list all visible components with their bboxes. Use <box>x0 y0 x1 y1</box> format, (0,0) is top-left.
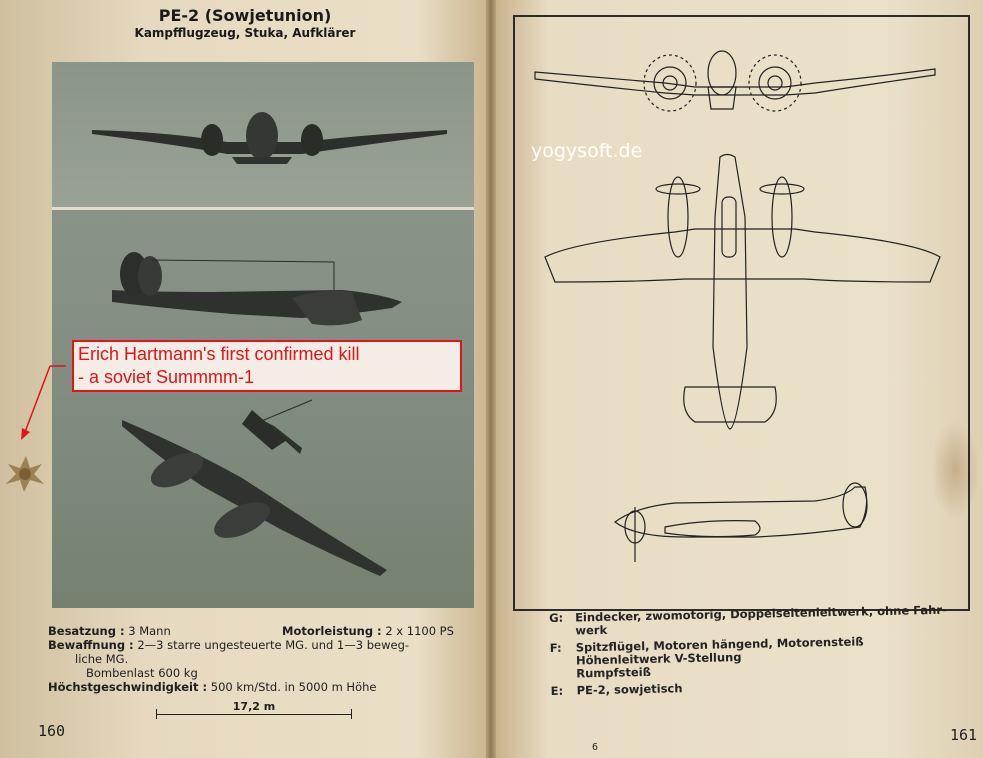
specifications <box>48 624 468 694</box>
footer-mark: 6 <box>592 742 599 753</box>
bomb-load: Bombenlast 600 kg <box>86 666 198 680</box>
aircraft-side-and-top-photo <box>52 210 474 608</box>
silhouette-frame <box>513 15 970 611</box>
max-speed-value: 500 km/Std. in 5000 m Höhe <box>210 680 377 694</box>
annotation-box <box>72 340 462 392</box>
left-page-number: 160 <box>38 722 66 740</box>
scale-tick-right <box>351 709 352 719</box>
note-f-text: Spitzflügel, Motoren hängend, Motorensteiß <box>575 634 864 655</box>
page-title: PE-2 (Sowjetunion) <box>158 6 332 25</box>
note-g-key: G: <box>548 610 564 625</box>
armament-label: Bewaffnung : <box>48 638 134 652</box>
annotation-line-1: Erich Hartmann's first confirmed kill <box>78 344 360 364</box>
photo-front-view <box>52 62 474 208</box>
arrow-icon <box>0 360 80 510</box>
scale-tick-left <box>156 709 157 719</box>
recognition-notes <box>549 603 971 702</box>
note-f-cont: Höhenleitwerk V-Stellung <box>575 649 742 668</box>
aircraft-front-photo <box>52 62 474 208</box>
note-g-cont: werk <box>575 622 608 638</box>
watermark: yogysoft.de <box>531 140 643 162</box>
max-speed-label: Höchstgeschwindigkeit : <box>48 680 208 694</box>
right-page-number: 161 <box>950 726 978 744</box>
armament-value-2: liche MG. <box>75 652 129 666</box>
note-g-text: Eindecker, zwomotorig, Doppelseitenleitwerk, ohne Fahr- <box>574 602 947 625</box>
crew-label: Besatzung : <box>48 624 125 638</box>
note-f <box>550 633 971 681</box>
book-gutter <box>486 0 496 758</box>
scale-label: 17,2 m <box>232 700 276 713</box>
note-f-cont2: Rumpfsteiß <box>576 664 652 681</box>
crew-value: 3 Mann <box>128 624 171 638</box>
annotation-line-2: - a soviet Summmm-1 <box>78 367 255 387</box>
engine-label: Motorleistung : <box>282 624 382 638</box>
aircraft-line-drawings <box>515 17 968 609</box>
note-e-text: PE-2, sowjetisch <box>576 681 683 698</box>
scale-line <box>156 714 352 715</box>
armament-value-1: 2—3 starre ungesteuerte MG. und 1—3 beweg- <box>137 638 410 652</box>
note-f-key: F: <box>549 640 562 655</box>
photo-side-and-top-views <box>52 210 474 608</box>
page-subtitle: Kampfflugzeug, Stuka, Aufklärer <box>134 26 356 40</box>
note-e-key: E: <box>550 683 564 698</box>
engine-value: 2 x 1100 PS <box>385 624 454 638</box>
